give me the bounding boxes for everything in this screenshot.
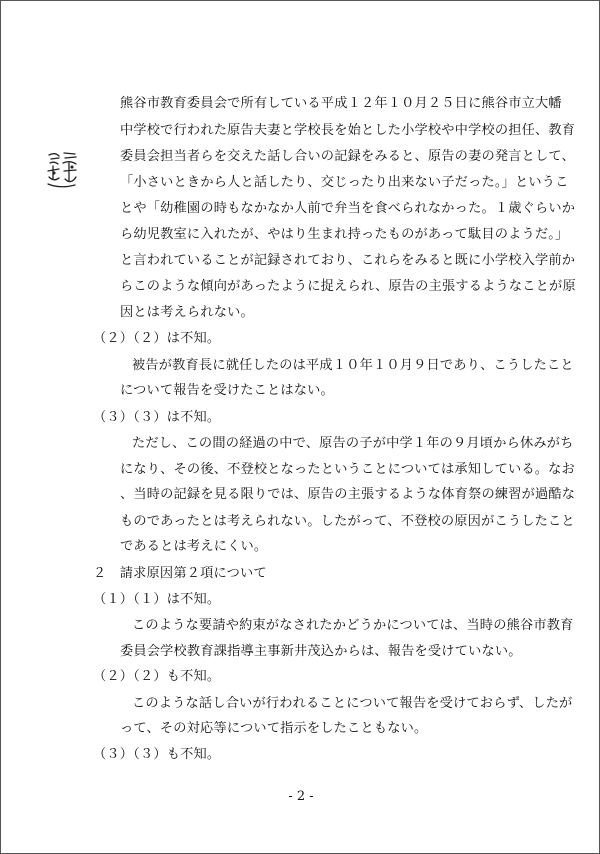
body-line: であるとは考えにくい。 (120, 539, 268, 555)
body-line: ただし、この間の経過の中で、原告の子が中学１年の９月頃から休みがち (132, 436, 574, 452)
body-line: 、当時の記録を見る限りでは、原告の主張するような体育祭の練習が過酷な (120, 487, 576, 503)
body-line: このような話し合いが行われることについて報告を受けておらず、したが (132, 695, 573, 711)
body-line: らこのような傾向があったように捉えられ、原告の主張するようなことが原 (120, 278, 576, 294)
body-line: 委員会担当者らを交えた話し合いの記録をみると、原告の妻の発言として、 (120, 149, 575, 164)
body-line: 中学校で行われた原告夫妻と学校長を始とした小学校や中学校の担任、教育 (120, 122, 576, 138)
body-line: ら幼児教室に入れたが、やはり生まれ持ったものがあって駄目のようだ。」 (120, 226, 569, 242)
body-line: 熊谷市教育委員会で所有している平成１２年１０月２５日に熊谷市立大幡 (120, 96, 562, 111)
body-line: ものであったとは考えられない。したがって、不登校の原因がこうしたこと (120, 513, 575, 529)
body-line: とや「幼稚園の時もなかなか人前で弁当を食べられなかった。１歳ぐらいか (120, 201, 576, 217)
section-title: ２ 請求原因第２項について (93, 565, 267, 581)
body-line: 「小さいときから人と話したり、交じったり出来ない子だった。」というこ (120, 174, 569, 190)
body-line: このような要請や約束がなされたかどうかについては、当時の熊谷市教育 (132, 618, 574, 633)
section-heading: （３）（３）は不知。 (93, 409, 221, 425)
body-line: 因とは考えられない。 (120, 304, 254, 320)
section-heading: （２）（２）は不知。 (93, 331, 221, 346)
section-heading: （１）（１）は不知。 (93, 591, 221, 607)
seal-icon (45, 149, 79, 191)
body-line: って、その対応等について指示をしたこともない。 (120, 721, 428, 737)
body-line: 委員会学校教育課指導主事新井茂込からは、報告を受けていない。 (120, 643, 522, 659)
body-line: と言われていることが記録されており、これらをみると既に小学校入学前か (120, 253, 576, 269)
page-number: - 2 - (288, 789, 314, 804)
body-line: 被告が教育長に就任したのは平成１０年１０月９日であり、こうしたこと (132, 357, 574, 373)
section-heading: （２）（２）も不知。 (93, 669, 221, 685)
body-line: になり、その後、不登校となったということについては承知している。なお (120, 461, 575, 477)
body-line: について報告を受けたことはない。 (120, 383, 334, 399)
section-heading: （３）（３）も不知。 (93, 747, 221, 762)
